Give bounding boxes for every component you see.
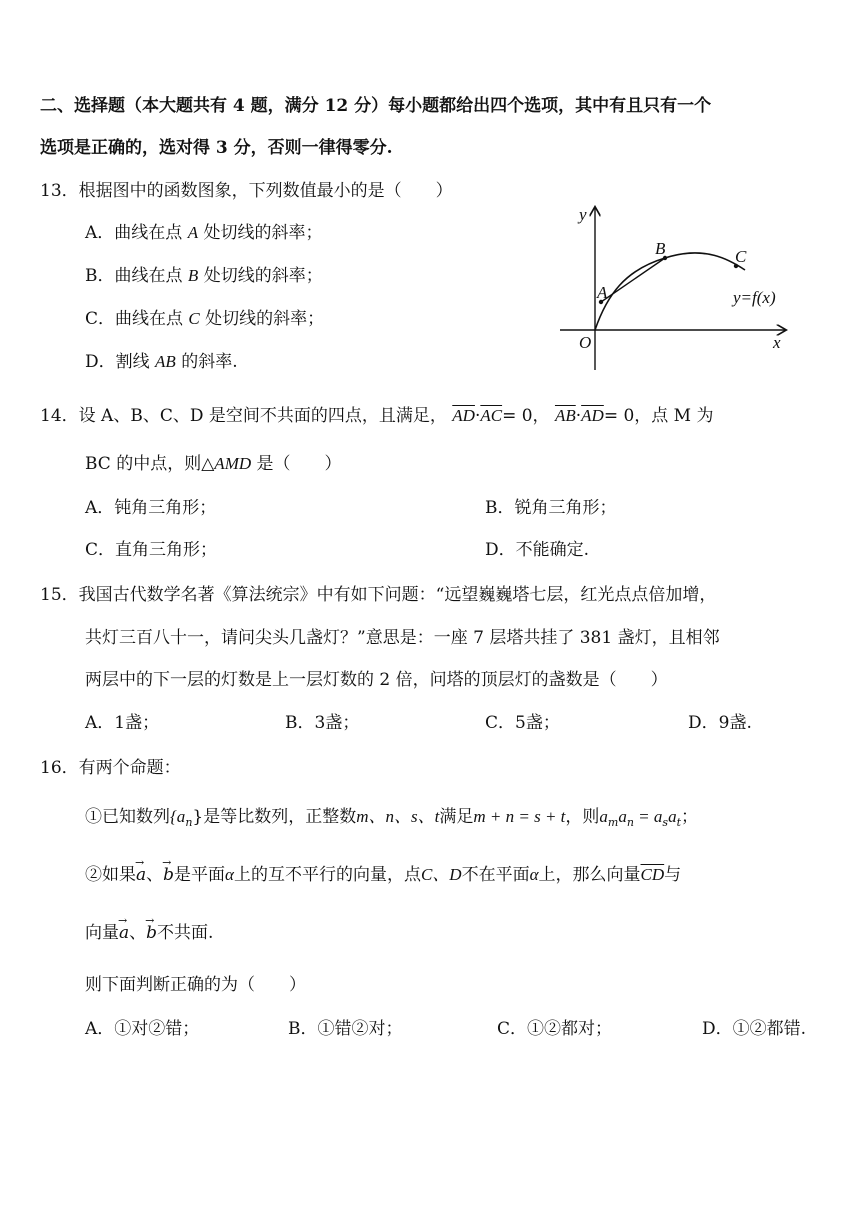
point-a-label: A [597, 283, 608, 302]
q14-stem-a: 设 A、B、C、D 是空间不共面的四点，且满足， [78, 406, 447, 426]
p1-prod2: a [618, 807, 627, 826]
section-heading-line1: 二、选择题（本大题共有 4 题，满分 12 分）每小题都给出四个选项，其中有且只有一个 [40, 96, 712, 116]
q13-option-a-var: A [187, 223, 199, 242]
p1-eq2: = a [633, 807, 663, 826]
q13-option-d-post: 的斜率. [175, 352, 238, 372]
q16-proposition-1 [85, 806, 698, 834]
q13-option-b-var: B [187, 266, 199, 285]
p2-g: 向量 [85, 923, 119, 943]
p2-d: 不在平面 [461, 865, 530, 885]
q15-option-d-text: 9盏. [718, 713, 752, 733]
q15-line1-text: 我国古代数学名著《算法统宗》中有如下问题：“远望巍巍塔七层，红光点点倍加增， [78, 585, 717, 605]
q14-eq-zero: = 0 [502, 406, 533, 426]
p2-a: ②如果 [85, 865, 136, 885]
q13-option-b-post: 处切线的斜率； [198, 266, 323, 286]
q13-stem [40, 180, 453, 202]
q13-option-a-post: 处切线的斜率； [198, 223, 323, 243]
q14-stem-b: ，点 M 为 [634, 406, 714, 426]
p2-sep-2: 、 [129, 923, 147, 943]
q15-option-a-letter: A． [85, 713, 115, 733]
q13-option-b [85, 265, 323, 287]
q13-option-a-pre: 曲线在点 [114, 223, 188, 243]
q16-option-b-letter: B． [288, 1019, 318, 1039]
function-graph [555, 200, 795, 380]
q14-number: 14． [40, 406, 79, 426]
vector-a: → a [136, 864, 146, 886]
q16-option-d-letter: D． [702, 1019, 733, 1039]
q15-option-c-text: 5盏； [515, 713, 560, 733]
p1-seq-sub: n [185, 816, 193, 829]
q16-option-b [288, 1018, 403, 1040]
q13-number: 13． [40, 181, 79, 201]
p2-sep: 、 [146, 865, 164, 885]
point-b-label: B [655, 239, 666, 258]
q13-option-a [85, 222, 322, 244]
q15-option-b-text: 3盏； [314, 713, 360, 733]
q16-option-b-text: ①错②对； [317, 1019, 403, 1039]
p1-a: ①已知数列 [85, 807, 170, 827]
p1-eq: m + n = s + t [473, 807, 566, 826]
p2-c: 上的互不平行的向量，点 [233, 865, 421, 885]
p1-prod: a [599, 807, 608, 826]
q14-option-c-text: 直角三角形； [115, 540, 218, 560]
p1-d: ，则 [565, 807, 600, 827]
q14-option-b-letter: B． [485, 498, 515, 518]
q14-option-a [85, 497, 216, 519]
q14-stem-c: BC 的中点，则 [85, 454, 202, 474]
q14-option-b-text: 锐角三角形； [514, 498, 617, 518]
q13-option-c-pre: 曲线在点 [115, 309, 189, 329]
vector-ac: $\overline{AC}$ [480, 406, 503, 425]
p2-f: 与 [664, 865, 682, 885]
q16-option-a [85, 1018, 199, 1040]
q14-option-d-text: 不能确定. [515, 540, 590, 560]
p1-end: ； [680, 807, 698, 827]
q14-stem-d: 是（ ） [251, 454, 342, 474]
q15-option-a [85, 712, 159, 734]
q13-stem-text: 根据图中的函数图象，下列数值最小的是（ ） [78, 181, 453, 201]
q13-option-d-pre: 割线 [115, 352, 156, 372]
x-axis-label: x [773, 333, 781, 352]
q16-stem-text: 有两个命题： [78, 758, 181, 778]
q16-option-d-text: ①②都错. [732, 1019, 807, 1039]
p2-e: 上，那么向量 [538, 865, 641, 885]
q15-option-a-text: 1盏； [114, 713, 160, 733]
q16-number: 16． [40, 758, 79, 778]
curve-label: y=f(x) [733, 288, 776, 307]
vector-ab: $\overline{AB}$ [554, 406, 576, 425]
q16-option-d [702, 1018, 806, 1040]
q14-option-a-text: 钝角三角形； [114, 498, 217, 518]
p1-sub-s: s [662, 816, 669, 829]
q13-option-c-var: C [188, 309, 200, 328]
q15-line3: 两层中的下一层的灯数是上一层灯数的 2 倍，问塔的顶层灯的盏数是（ ） [85, 670, 668, 690]
q13-option-b-pre: 曲线在点 [114, 266, 188, 286]
q13-option-c [85, 308, 324, 330]
q16-judge: 则下面判断正确的为（ ） [85, 975, 306, 995]
vector-b: → b [163, 864, 174, 886]
origin-label: O [579, 333, 592, 352]
p1-sub-t: t [676, 816, 681, 829]
q15-option-d-letter: D． [688, 713, 719, 733]
plane-alpha-2: α [529, 865, 539, 884]
q14-option-b [485, 497, 617, 519]
p2-b: 是平面 [174, 865, 226, 885]
q13-option-c-letter: C． [85, 309, 116, 329]
q16-proposition-2-line1 [85, 864, 681, 886]
q15-line1 [40, 584, 716, 606]
vector-cd: $\overline{CD}$ [640, 865, 665, 884]
q15-option-b-letter: B． [285, 713, 315, 733]
q16-option-a-text: ①对②错； [114, 1019, 200, 1039]
y-axis-label: y [579, 205, 587, 224]
p1-sub-m: m [607, 816, 619, 829]
q13-option-d-letter: D． [85, 352, 116, 372]
p1-seq-close: } [192, 807, 204, 827]
q13-option-d [85, 351, 238, 373]
p1-c: 满足 [439, 807, 474, 827]
p2-h: 不共面. [157, 923, 214, 943]
p1-seq: {a [170, 807, 186, 826]
q14-option-a-letter: A． [85, 498, 115, 518]
q16-option-a-letter: A． [85, 1019, 115, 1039]
q16-option-c-text: ①②都对； [527, 1019, 613, 1039]
p1-prod3: a [668, 807, 677, 826]
q14-option-d [485, 539, 589, 561]
secant-ab [601, 258, 665, 302]
q16-option-c-letter: C． [497, 1019, 528, 1039]
p1-sub-n: n [626, 816, 634, 829]
q14-option-d-letter: D． [485, 540, 516, 560]
q14-triangle: △AMD [201, 454, 252, 473]
point-c-label: C [735, 247, 747, 266]
points-cd: C、D [420, 865, 462, 884]
vector-ad: $\overline{AD}$ [452, 406, 475, 425]
q15-option-c [485, 712, 560, 734]
q15-option-d [688, 712, 752, 734]
q14-option-c-letter: C． [85, 540, 116, 560]
vector-b-2: → b [146, 922, 157, 944]
q15-line2: 共灯三百八十一，请问尖头几盏灯？”意思是：一座 7 层塔共挂了 381 盏灯，且相邻 [85, 628, 720, 648]
p1-b: 是等比数列，正整数 [203, 807, 357, 827]
q13-option-b-letter: B． [85, 266, 115, 286]
q14-stem-line2 [85, 453, 342, 475]
q16-stem [40, 757, 181, 779]
q14-stem-line1: 14．设 A、B、C、D 是空间不共面的四点，且满足， $\overline{AD}\cdot\overline{AC}= 0$， $\overline{AB}\cdot\overline{AD}= 0$，点 M 为 [40, 406, 714, 426]
q13-option-d-var: AB [155, 352, 176, 371]
q15-number: 15． [40, 585, 79, 605]
q14-eq-zero-2: = 0 [603, 406, 635, 426]
q16-proposition-2-line2 [85, 922, 213, 944]
q16-option-c [497, 1018, 612, 1040]
vector-ad-2: $\overline{AD}$ [581, 406, 604, 425]
q13-option-c-post: 处切线的斜率； [199, 309, 325, 329]
q14-option-c [85, 539, 217, 561]
plane-alpha: α [225, 865, 234, 884]
p1-vars: m、n、s、t [356, 807, 440, 826]
section-heading-line2: 选项是正确的，选对得 3 分，否则一律得零分. [40, 138, 393, 158]
q13-option-a-letter: A． [85, 223, 115, 243]
q15-option-b [285, 712, 359, 734]
q15-option-c-letter: C． [485, 713, 516, 733]
vector-a-2: → a [119, 922, 129, 944]
